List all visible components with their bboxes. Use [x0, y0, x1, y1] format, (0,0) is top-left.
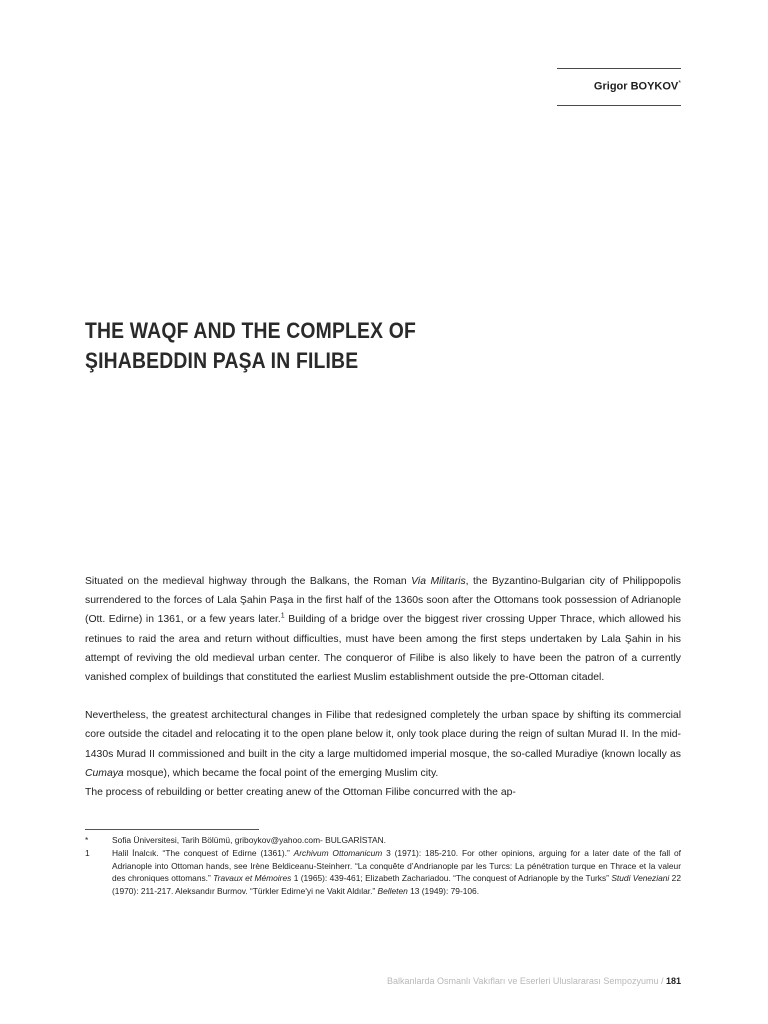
p1-italic-via-militaris: Via Militaris	[411, 576, 466, 587]
author-name	[594, 80, 681, 93]
author-name-text: Grigor BOYKOV	[593, 80, 679, 93]
fn1-italic-c: Studi Veneziani	[611, 873, 670, 884]
fn1-text-c: 1 (1965): 439-461; Elizabeth Zachariadou. “The conquest of Adrianople by the Turks”	[291, 873, 612, 884]
author-footnote-mark: *	[678, 80, 681, 87]
page-number: 181	[665, 976, 681, 986]
fn1-italic-d: Belleten	[377, 886, 408, 897]
p2-text-b: mosque), which became the focal point of the emerging Muslim city.	[123, 767, 439, 779]
fn1-text-a: Halil İnalcık. “The conquest of Edirne (1361).”	[112, 847, 294, 858]
p1-text-b: , the Byzantino-Bulgarian city of Philippopolis surrendered to the forces of Lala Şahin Paşa in the first half of the 1360s soon after the Ottomans took possession of Adrianople (Ott. Edirne) in 1361, or a few years later.	[85, 576, 681, 626]
paragraph-2	[85, 706, 681, 783]
footnote-divider	[85, 829, 259, 830]
footer-text: Balkanlarda Osmanlı Vakıfları ve Eserleri Uluslararası Sempozyumu /	[387, 976, 666, 986]
fn1-text-b: 3 (1971): 185-210. For other opinions, arguing for a later date of the fall of Adrianople into Ottoman hands, see Irène Beldiceanu-Steinherr. “La conquête d’Andrianople par les Turcs: La pénétration turque en Thrace et la valeur des chroniques ottomans.”	[112, 847, 682, 884]
footnotes	[85, 834, 681, 898]
article-title	[85, 316, 613, 376]
footnote-ref-1[interactable]: 1	[280, 612, 285, 620]
title-line-1: THE WAQF AND THE COMPLEX OF	[85, 318, 417, 343]
footnote-star-mark: *	[85, 835, 89, 845]
footnote-1-text	[112, 847, 681, 898]
fn1-italic-b: Travaux et Mémoires	[213, 873, 292, 884]
author-block	[557, 68, 681, 106]
fn1-text-e: 13 (1949): 79-106.	[407, 886, 480, 897]
footnote-1	[85, 847, 681, 898]
page-footer	[387, 976, 681, 986]
footnote-star-text: Sofia Üniversitesi, Tarih Bölümü, griboykov@yahoo.com- BULGARİSTAN.	[112, 835, 386, 845]
article-body	[85, 572, 681, 802]
p1-text-a: Situated on the medieval highway through the Balkans, the Roman	[85, 576, 412, 587]
p1-text-c: Building of a bridge over the biggest river crossing Upper Thrace, which allowed his retinues to raid the area and return without difficulties, must have been among the first steps undertaken by Lala Şahin in his attempt of reviving the old medieval urban center. The conqueror of Filibe is also likely to have been the patron of a currently vanished complex of buildings that constituted the earliest Muslim establishment outside the pre-Ottoman citadel.	[85, 614, 681, 684]
p2-italic-cumaya: Cumaya	[85, 767, 124, 779]
paragraph-3: The process of rebuilding or better creating anew of the Ottoman Filibe concurred with the ap-	[85, 787, 516, 799]
p2-text-a: Nevertheless, the greatest architectural changes in Filibe that redesigned completely the urban space by shifting its commercial core outside the citadel and relocating it to the open plane below it, only took place during the reign of sultan Murad II. In the mid-1430s Murad II commissioned and built in the city a large multidomed imperial mosque, the so-called Muradiye (known locally as	[85, 710, 681, 760]
fn1-text-d: 22 (1970): 211-217. Aleksandır Burmov. “Türkler Edirne'yi ne Vakit Aldılar.”	[112, 873, 681, 897]
footnote-1-mark: 1	[85, 847, 90, 858]
fn1-italic-a: Archivum Ottomanicum	[293, 847, 383, 858]
footnote-star	[85, 834, 681, 847]
title-line-2: ŞIHABEDDIN PAŞA IN FILIBE	[85, 348, 359, 373]
paragraph-1	[85, 572, 681, 687]
